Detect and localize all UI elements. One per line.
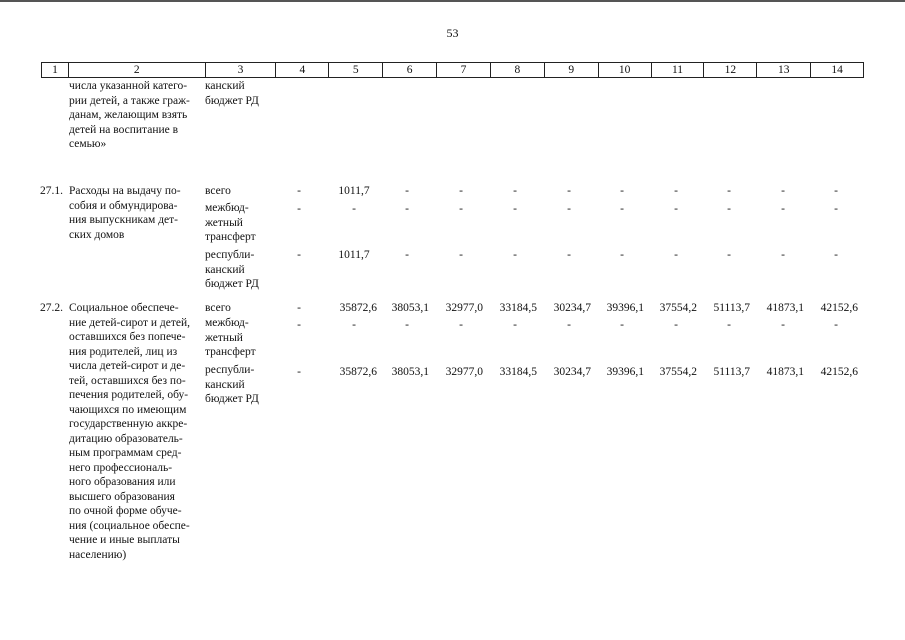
text-line: числа детей-сирот и де- bbox=[69, 360, 186, 372]
value-cell: 41873,1 bbox=[766, 366, 804, 378]
value-cell: 30234,7 bbox=[553, 366, 591, 378]
text-line: ным программам сред- bbox=[69, 447, 182, 459]
value-cell: 38053,1 bbox=[391, 366, 429, 378]
value-cell: - bbox=[513, 185, 517, 197]
value-cell: - bbox=[781, 185, 785, 197]
column-header-8: 8 bbox=[491, 63, 545, 77]
text-line: всего bbox=[205, 185, 231, 197]
value-cell: 51113,7 bbox=[713, 366, 750, 378]
column-header-1: 1 bbox=[42, 63, 69, 77]
value-cell: - bbox=[352, 203, 356, 215]
value-cell: - bbox=[781, 319, 785, 331]
value-cell: - bbox=[459, 185, 463, 197]
text-line: всего bbox=[205, 302, 231, 314]
value-cell: - bbox=[459, 319, 463, 331]
value-cell: - bbox=[674, 203, 678, 215]
top-rule bbox=[0, 0, 905, 2]
text-line: жетный bbox=[205, 216, 243, 229]
value-cell: - bbox=[352, 319, 356, 331]
column-header-13: 13 bbox=[757, 63, 811, 77]
text-line: печения родителей, обу- bbox=[69, 389, 189, 401]
value-cell: 35872,6 bbox=[339, 302, 377, 314]
value-cell: 41873,1 bbox=[766, 302, 804, 314]
value-cell: 51113,7 bbox=[713, 302, 750, 314]
row-27-2-source-republic bbox=[205, 363, 275, 407]
text-line: дитацию образователь- bbox=[69, 432, 183, 445]
row-27-1-description bbox=[69, 184, 205, 242]
value-cell: - bbox=[674, 185, 678, 197]
text-line: чающихся по имеющим bbox=[69, 403, 187, 416]
text-line: трансферт bbox=[205, 231, 256, 243]
text-line: бюджет РД bbox=[205, 278, 259, 290]
value-cell: - bbox=[297, 319, 301, 331]
column-header-12: 12 bbox=[704, 63, 757, 77]
value-cell: 30234,7 bbox=[553, 302, 591, 314]
text-line: ния выпускникам дет- bbox=[69, 214, 179, 226]
value-cell: - bbox=[620, 185, 624, 197]
column-header-5: 5 bbox=[329, 63, 383, 77]
column-header-row bbox=[41, 62, 864, 78]
text-line: собия и обмундирова- bbox=[69, 199, 178, 212]
value-cell: - bbox=[405, 185, 409, 197]
value-cell: 32977,0 bbox=[445, 366, 483, 378]
value-cell: 39396,1 bbox=[606, 302, 644, 314]
text-line: республи- bbox=[205, 249, 255, 261]
text-line: ного образования или bbox=[69, 476, 176, 488]
value-cell: 33184,5 bbox=[499, 302, 537, 314]
text-line: населению) bbox=[69, 548, 127, 561]
text-line: канский bbox=[205, 80, 245, 92]
text-line: детей на воспитание в bbox=[69, 123, 179, 136]
value-cell: - bbox=[297, 366, 301, 378]
text-line: высшего образования bbox=[69, 490, 175, 503]
text-line: рии детей, а также граж- bbox=[69, 94, 190, 107]
value-cell: - bbox=[674, 319, 678, 331]
row-27-1-source-republic bbox=[205, 248, 275, 292]
value-cell: - bbox=[459, 249, 463, 261]
row-27-2-source-interbudget bbox=[205, 316, 275, 360]
value-cell: 1011,7 bbox=[338, 249, 370, 261]
value-cell: - bbox=[297, 203, 301, 215]
column-header-7: 7 bbox=[437, 63, 491, 77]
column-header-9: 9 bbox=[545, 63, 599, 77]
column-header-2: 2 bbox=[69, 63, 206, 77]
continuation-description bbox=[69, 79, 205, 152]
value-cell: - bbox=[405, 203, 409, 215]
text-line: по очной форме обуче- bbox=[69, 505, 182, 517]
row-27-2-description bbox=[69, 301, 205, 562]
value-cell: - bbox=[727, 203, 731, 215]
text-line: ния (социальное обеспе- bbox=[69, 519, 190, 532]
value-cell: - bbox=[674, 249, 678, 261]
page-number: 53 bbox=[446, 26, 459, 40]
text-line: Расходы на выдачу по- bbox=[69, 185, 181, 197]
value-cell: 38053,1 bbox=[391, 302, 429, 314]
row-27-2-source-total bbox=[205, 301, 275, 316]
value-cell: - bbox=[567, 249, 571, 261]
text-line: данам, желающим взять bbox=[69, 109, 188, 121]
value-cell: - bbox=[297, 302, 301, 314]
value-cell: - bbox=[513, 319, 517, 331]
value-cell: - bbox=[727, 319, 731, 331]
text-line: бюджет РД bbox=[205, 94, 259, 107]
row-27-1-source-total bbox=[205, 184, 275, 199]
value-cell: 35872,6 bbox=[339, 366, 377, 378]
value-cell: - bbox=[620, 249, 624, 261]
text-line: бюджет РД bbox=[205, 393, 259, 405]
value-cell: - bbox=[567, 203, 571, 215]
text-line: межбюд- bbox=[205, 202, 249, 214]
text-line: жетный bbox=[205, 331, 243, 344]
value-cell: - bbox=[513, 203, 517, 215]
text-line: ских домов bbox=[69, 228, 125, 241]
text-line: межбюд- bbox=[205, 317, 249, 329]
column-header-6: 6 bbox=[383, 63, 437, 77]
value-cell: 33184,5 bbox=[499, 366, 537, 378]
row-27-1-source-interbudget bbox=[205, 201, 275, 245]
value-cell: - bbox=[834, 185, 838, 197]
column-header-10: 10 bbox=[599, 63, 652, 77]
value-cell: - bbox=[834, 203, 838, 215]
value-cell: - bbox=[781, 249, 785, 261]
text-line: чение и иные выплаты bbox=[69, 534, 180, 546]
row-number-27-1: 27.1. bbox=[40, 185, 63, 197]
value-cell: 32977,0 bbox=[445, 302, 483, 314]
text-line: Социальное обеспече- bbox=[69, 302, 179, 314]
value-cell: 39396,1 bbox=[606, 366, 644, 378]
value-cell: - bbox=[727, 249, 731, 261]
text-line: числа указанной катего- bbox=[69, 80, 188, 92]
text-line: трансферт bbox=[205, 346, 256, 358]
value-cell: - bbox=[567, 319, 571, 331]
text-line: канский bbox=[205, 378, 245, 391]
column-header-11: 11 bbox=[652, 63, 705, 77]
value-cell: 1011,7 bbox=[338, 185, 370, 197]
value-cell: - bbox=[297, 185, 301, 197]
value-cell: - bbox=[781, 203, 785, 215]
value-cell: 37554,2 bbox=[659, 366, 697, 378]
column-header-4: 4 bbox=[276, 63, 329, 77]
text-line: тей, оставшихся без по- bbox=[69, 374, 186, 387]
text-line: канский bbox=[205, 263, 245, 276]
value-cell: 37554,2 bbox=[659, 302, 697, 314]
value-cell: - bbox=[620, 319, 624, 331]
value-cell: 42152,6 bbox=[820, 302, 858, 314]
continuation-source bbox=[205, 79, 275, 108]
text-line: оставшихся без попече- bbox=[69, 331, 186, 343]
value-cell: - bbox=[405, 319, 409, 331]
value-cell: - bbox=[834, 249, 838, 261]
text-line: него профессиональ- bbox=[69, 461, 173, 474]
row-number-27-2: 27.2. bbox=[40, 302, 63, 314]
text-line: ние детей-сирот и детей, bbox=[69, 316, 191, 329]
value-cell: - bbox=[297, 249, 301, 261]
value-cell: - bbox=[834, 319, 838, 331]
value-cell: - bbox=[727, 185, 731, 197]
value-cell: - bbox=[620, 203, 624, 215]
text-line: государственную аккре- bbox=[69, 418, 188, 430]
value-cell: 42152,6 bbox=[820, 366, 858, 378]
value-cell: - bbox=[567, 185, 571, 197]
value-cell: - bbox=[513, 249, 517, 261]
text-line: республи- bbox=[205, 364, 255, 376]
value-cell: - bbox=[405, 249, 409, 261]
value-cell: - bbox=[459, 203, 463, 215]
text-line: ния родителей, лиц из bbox=[69, 345, 178, 358]
text-line: семью» bbox=[69, 138, 107, 150]
column-header-3: 3 bbox=[206, 63, 277, 77]
column-header-14: 14 bbox=[831, 64, 843, 76]
